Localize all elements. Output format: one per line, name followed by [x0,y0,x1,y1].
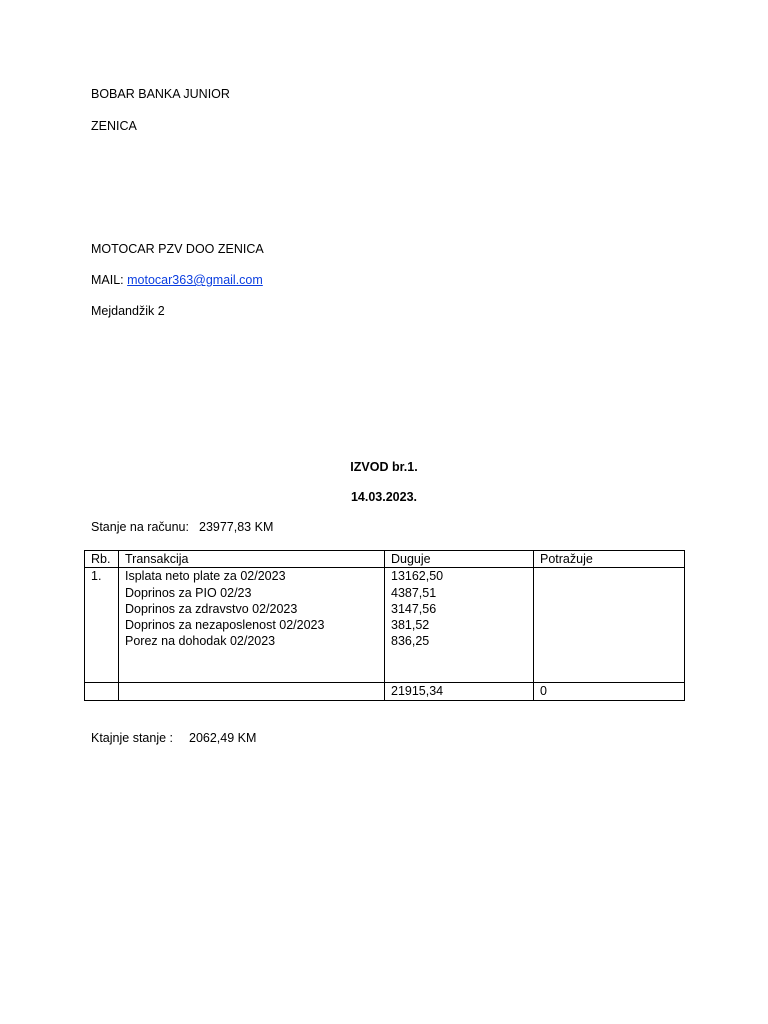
client-mail [91,272,263,288]
transaction-amount: 3147,56 [391,601,437,616]
total-row [85,683,685,700]
header-duguje: Duguje [385,551,534,568]
statement-date: 14.03.2023. [350,490,418,504]
transaction-name: Doprinos za nezaposlenost 02/2023 [125,618,325,633]
transaction-amount: 4387,51 [391,585,437,600]
bank-name: BOBAR BANKA JUNIOR [91,87,230,101]
total-transakcija-empty [119,683,385,700]
closing-balance-value: 2062,49 KM [189,731,257,745]
total-rb-empty [85,683,119,700]
transaction-name: Isplata neto plate za 02/2023 [125,569,286,584]
client-address: Mejdandžik 2 [91,304,165,318]
opening-balance-label: Stanje na računu: [91,520,189,534]
transaction-potrazuje [534,568,685,683]
transaction-amount: 836,25 [391,634,430,649]
transaction-names [119,568,385,683]
transaction-amount: 13162,50 [391,569,444,584]
total-duguje: 21915,34 [385,683,534,700]
table-row [85,568,685,683]
total-potrazuje: 0 [534,683,685,700]
mail-link[interactable]: motocar363@gmail.com [127,273,263,287]
client-name: MOTOCAR PZV DOO ZENICA [91,242,264,256]
closing-balance-label: Ktajnje stanje : [91,731,173,745]
header-potrazuje: Potražuje [534,551,685,568]
transaction-name: Doprinos za zdravstvo 02/2023 [125,601,298,616]
transaction-name: Porez na dohodak 02/2023 [125,634,276,649]
mail-label: MAIL: [91,273,124,287]
transaction-name: Doprinos za PIO 02/23 [125,585,252,600]
opening-balance-value: 23977,83 KM [199,520,274,534]
transactions-table [84,550,685,701]
statement-title: IZVOD br.1. [350,460,418,474]
row-number: 1. [85,568,119,683]
opening-balance [91,519,273,535]
header-rb: Rb. [85,551,119,568]
header-transakcija: Transakcija [119,551,385,568]
transaction-amounts [385,568,534,683]
bank-city: ZENICA [91,119,137,133]
table-header-row [85,551,685,568]
transaction-amount: 381,52 [391,618,430,633]
closing-balance [91,730,256,746]
